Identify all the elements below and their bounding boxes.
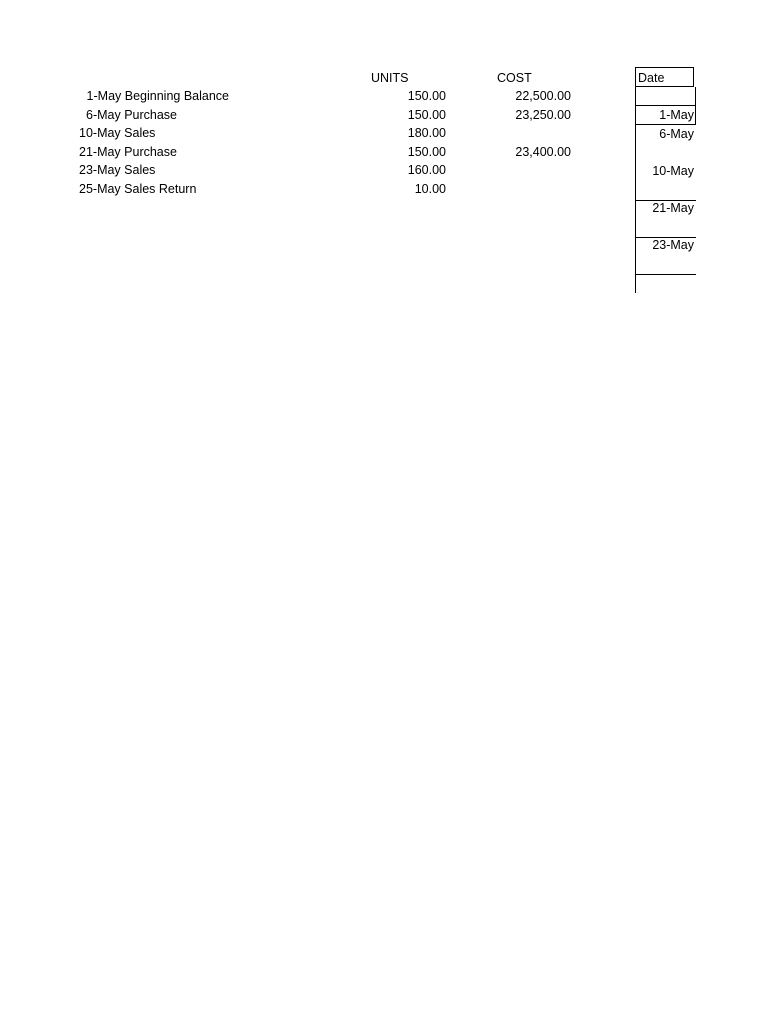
- table-row: [0, 124, 620, 142]
- row-units: 150.00: [407, 145, 446, 159]
- row-units: 10.00: [414, 182, 446, 196]
- date-cell: 10-May: [652, 164, 694, 178]
- cell-divider: [695, 87, 696, 105]
- row-label: 6-May Purchase: [86, 108, 178, 122]
- row-label: 21-May Purchase: [79, 145, 177, 159]
- date-header: Date: [636, 67, 694, 87]
- row-label: 1-May Beginning Balance: [86, 89, 229, 103]
- row-label: 23-May Sales: [79, 163, 156, 177]
- table-row: [0, 143, 620, 161]
- row-divider: [636, 274, 696, 275]
- units-header: UNITS: [371, 71, 409, 85]
- date-cell: 23-May: [652, 238, 694, 252]
- row-label: 10-May Sales: [79, 126, 156, 140]
- cost-header: COST: [497, 71, 532, 85]
- row-units: 150.00: [407, 89, 446, 103]
- date-cell: 21-May: [652, 201, 694, 215]
- table-row: [0, 87, 620, 105]
- cell-divider: [695, 105, 696, 124]
- row-units: 160.00: [407, 163, 446, 177]
- table-row: [0, 161, 620, 179]
- table-row: [0, 180, 620, 198]
- row-units: 150.00: [407, 108, 446, 122]
- date-cell: 1-May: [659, 108, 694, 122]
- table-row: [0, 106, 620, 124]
- row-cost: 22,500.00: [515, 89, 571, 103]
- date-table: [635, 67, 696, 293]
- row-cost: 23,250.00: [515, 108, 571, 122]
- row-label: 25-May Sales Return: [79, 182, 197, 196]
- date-cell: 6-May: [659, 127, 694, 141]
- row-units: 180.00: [407, 126, 446, 140]
- row-cost: 23,400.00: [515, 145, 571, 159]
